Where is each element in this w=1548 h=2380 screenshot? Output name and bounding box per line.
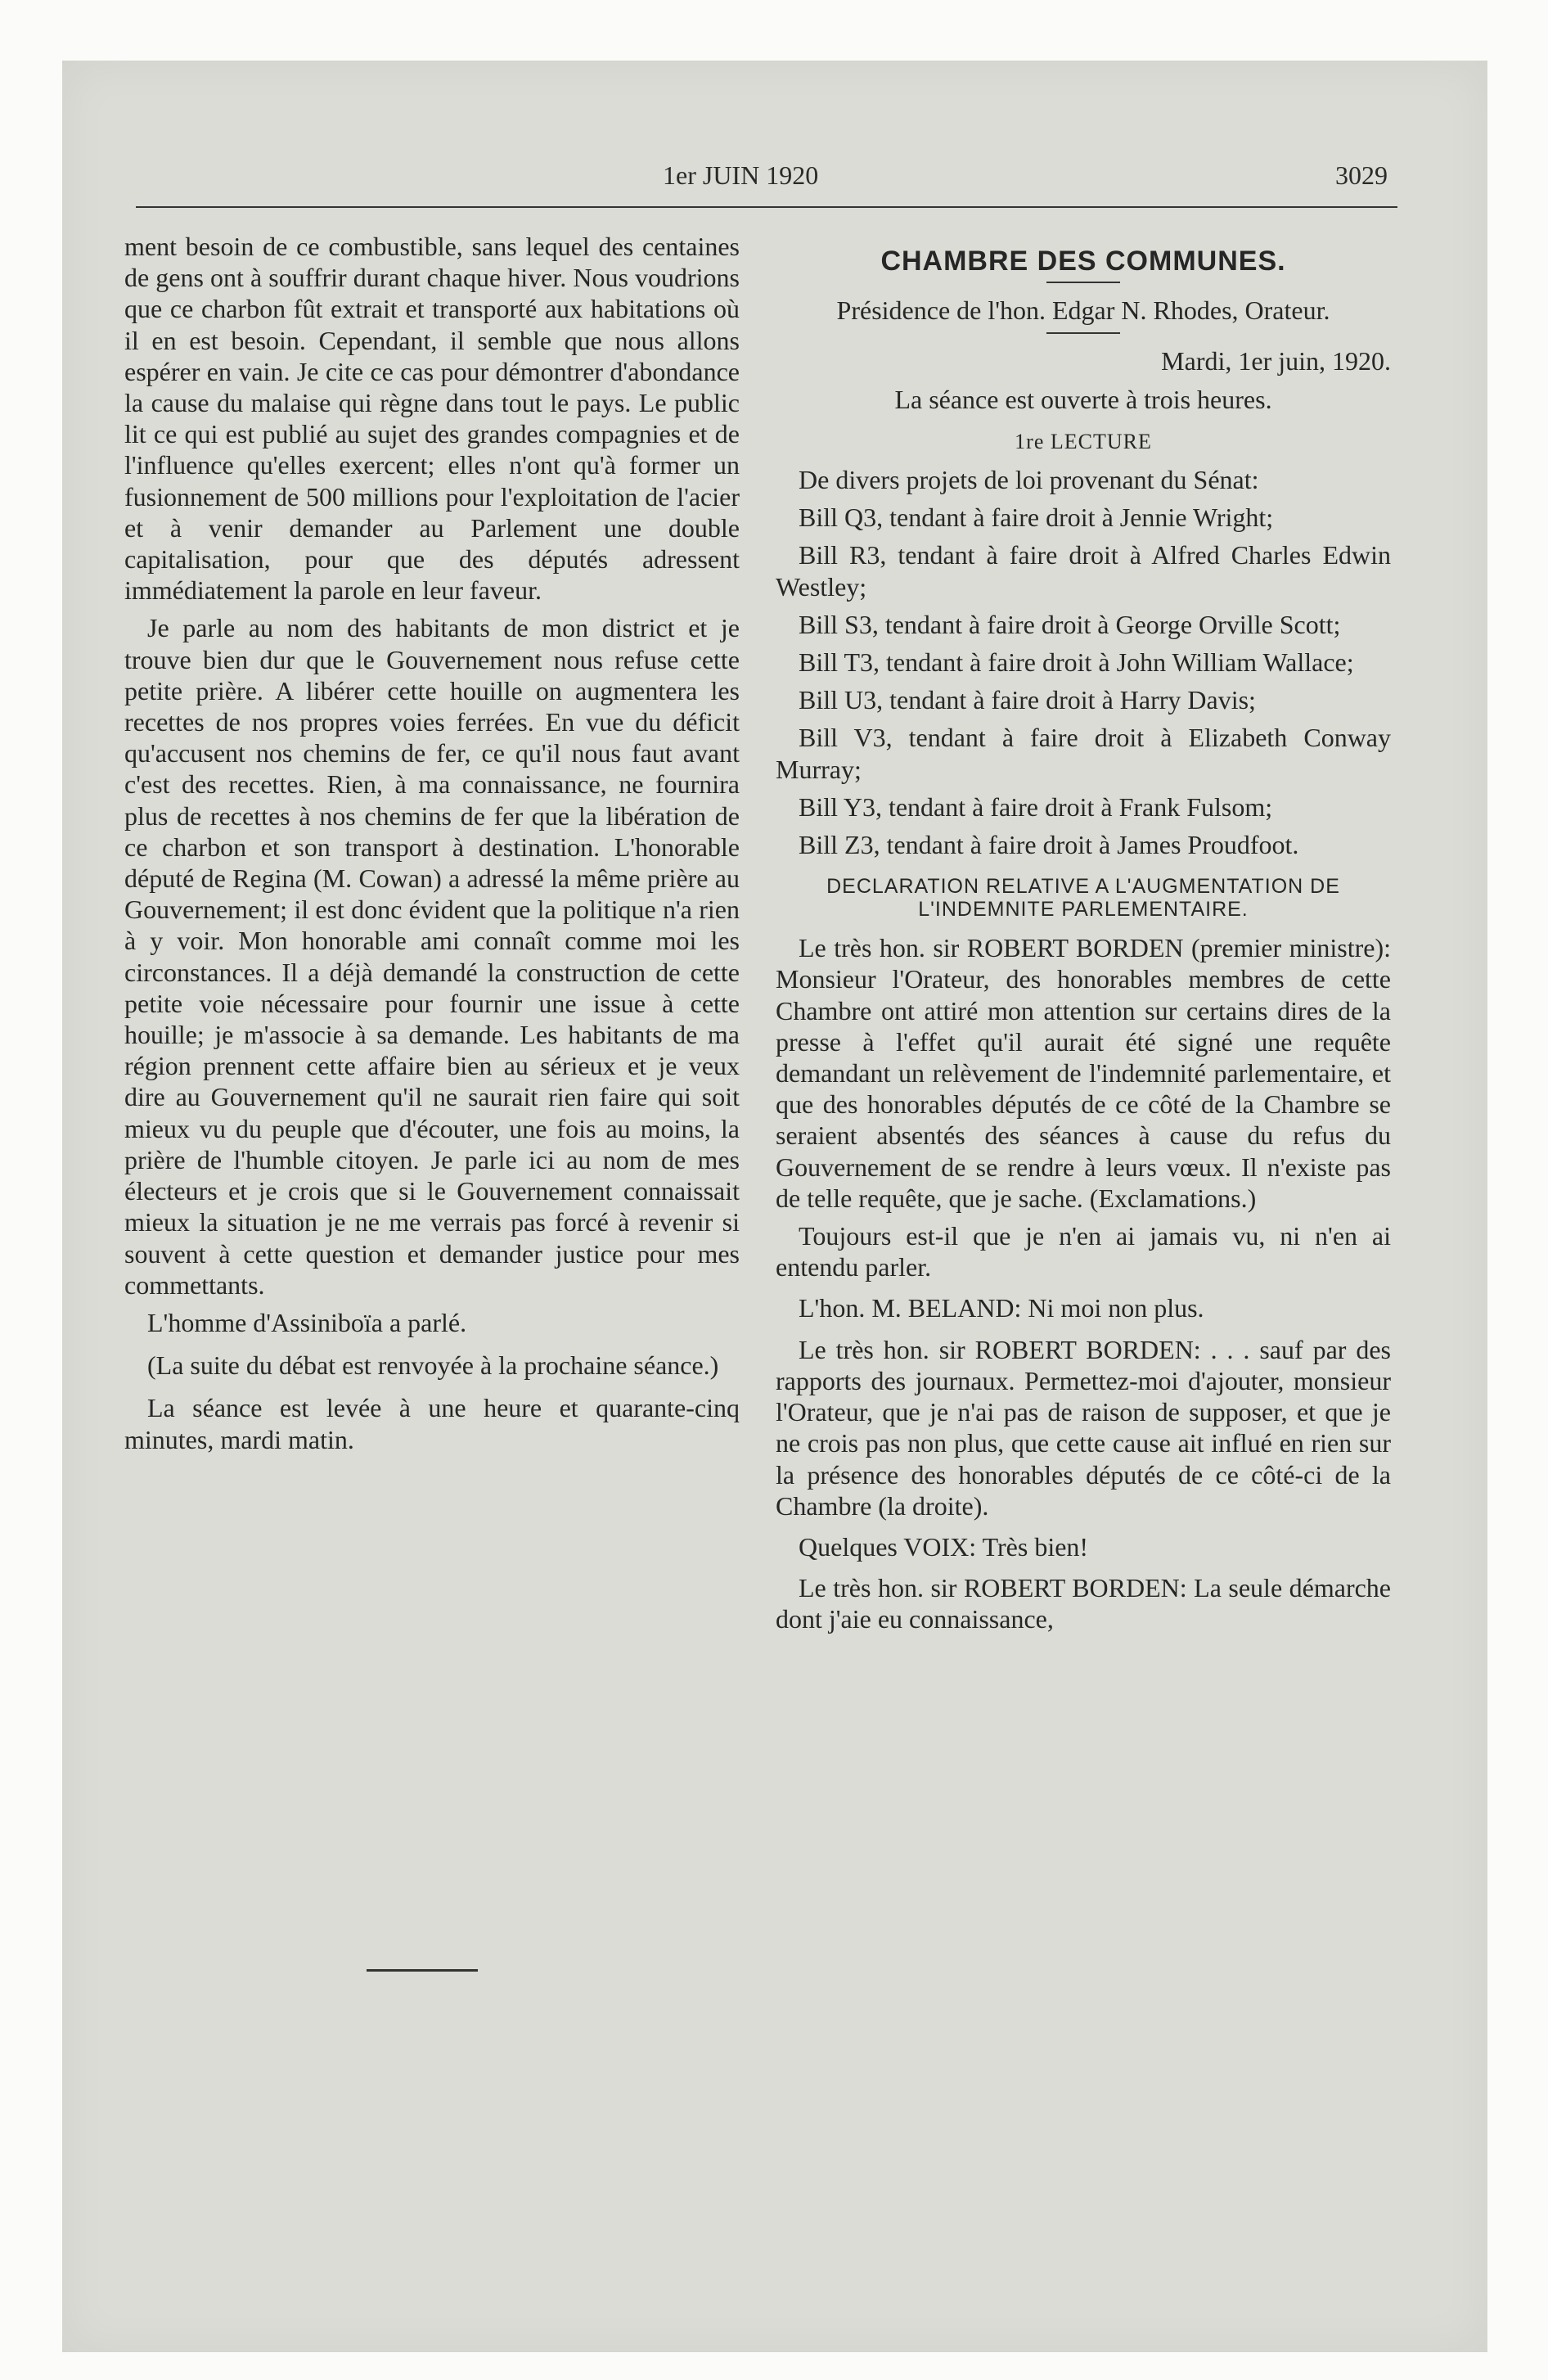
debate-paragraph: L'hon. M. BELAND: Ni moi non plus. [799, 1293, 1204, 1323]
closing-note: La séance est levée à une heure et quarante-cinq minutes, mardi matin. [124, 1393, 740, 1454]
debate-paragraph: Le très hon. sir ROBERT BORDEN: La seule démarche dont j'aie eu connaissance, [776, 1573, 1391, 1634]
left-paragraph: L'homme d'Assiniboïa a parlé. [147, 1307, 467, 1337]
left-column [124, 231, 740, 1462]
debate-paragraph: Quelques VOIX: Très bien! [799, 1531, 1089, 1562]
opening-line: La séance est ouverte à trois heures. [894, 384, 1272, 414]
bill-entry: Bill R3, tendant à faire droit à Alfred Charles Edwin Westley; [776, 540, 1391, 602]
page-header-date: 1er JUIN 1920 [663, 160, 819, 190]
presidency-rule [1046, 332, 1120, 334]
house-title: CHAMBRE DES COMMUNES. [880, 246, 1286, 277]
declaration-heading: DECLARATION RELATIVE A L'AUGMENTATION DE L'INDEMNITE PARLEMENTAIRE. [826, 875, 1340, 922]
senate-intro: De divers projets de loi provenant du Sénat: [799, 465, 1259, 495]
bill-entry: Bill Z3, tendant à faire droit à James Proudfoot. [799, 830, 1299, 860]
debate-paragraph: Le très hon. sir ROBERT BORDEN (premier ministre): Monsieur l'Orateur, des honorables membres de cette Chambre ont attiré mon attention sur certains dires de la presse à l'effet qu'il aurait été signé une requête demandant un relèvement de l'indemnité parlementaire, et que des honorables députés de ce côté de la Chambre se seraient absentés des séances à cause du refus du Gouvernement de se rendre à leurs vœux. Il n'existe pas de telle requête, que je sache. (Exclamations.) [776, 933, 1391, 1213]
end-rule [367, 1969, 478, 1972]
adjournment-note: (La suite du débat est renvoyée à la prochaine séance.) [147, 1350, 719, 1381]
bill-entry: Bill Q3, tendant à faire droit à Jennie Wright; [799, 503, 1274, 533]
right-column [776, 231, 1391, 1642]
left-paragraph: ment besoin de ce combustible, sans lequel des centaines de gens ont à souffrir durant chaque hiver. Nous voudrions que ce charbon fût extrait et transporté aux habitations où il en est besoin. Cependant, il semble que nous allons espérer en vain. Je cite ce cas pour démontrer d'abondance la cause du malaise qui règne dans tout le pays. Le public lit ce qui est publié au sujet des grandes compagnies et de l'influence qu'elles exercent; elles n'ont qu'à former un fusionnement de 500 millions pour l'exploitation de l'acier et à venir demander au Parlement une double capitalisation, pour que des députés adressent immédiatement la parole en leur faveur. [124, 232, 740, 606]
reading-heading: 1re LECTURE [1015, 429, 1152, 453]
left-paragraph: Je parle au nom des habitants de mon district et je trouve bien dur que le Gouvernement nous refuse cette petite prière. A libérer cette houille on augmentera les recettes de nos propres voies ferrées. En vue du déficit qu'accusent nos chemins de fer, ce qu'il nous faut avant c'est des recettes. Rien, à ma connaissance, ne fournira plus de recettes à nos chemins de fer que la libération de ce charbon et son transport à destination. L'honorable député de Regina (M. Cowan) a adressé la même prière au Gouvernement; il est donc évident que la politique n'a rien à y voir. Mon honorable ami connaît comme moi les circonstances. Il a déjà demandé la construction de cette petite voie nécessaire pour fournir une issue à cette houille; je m'associe à sa demande. Les habitants de ma région prennent cette affaire bien au sérieux et je veux dire au Gouvernement qu'il ne saurait rien faire qui soit mieux vu du peuple que d'écouter, une fois au moins, la prière de l'humble citoyen. Je parle ici au nom de mes électeurs et je crois que si le Gouvernement connaissait mieux la situation je ne me verrais pas forcé à revenir si souvent à cette question et demander justice pour mes commettants. [124, 613, 740, 1300]
bill-entry: Bill V3, tendant à faire droit à Elizabeth Conway Murray; [776, 723, 1391, 784]
bill-entry: Bill T3, tendant à faire droit à John William Wallace; [799, 647, 1354, 678]
bill-entry: Bill S3, tendant à faire droit à George Orville Scott; [799, 609, 1341, 639]
header-rule [136, 206, 1397, 208]
session-date: Mardi, 1er juin, 1920. [1161, 346, 1391, 376]
debate-paragraph: Le très hon. sir ROBERT BORDEN: . . . sauf par des rapports des journaux. Permettez-moi d'ajouter, monsieur l'Orateur, que je n'ai pas de raison de supposer, et que je ne crois pas non plus, que cette cause ait influé en rien sur la présence des honorables députés de ce côté-ci de la Chambre (la droite). [776, 1334, 1391, 1521]
page-number: 3029 [1335, 160, 1388, 190]
presidency-line: Présidence de l'hon. Edgar N. Rhodes, Orateur. [836, 295, 1330, 326]
title-rule [1046, 282, 1120, 283]
bill-entry: Bill Y3, tendant à faire droit à Frank Fulsom; [799, 791, 1273, 822]
debate-paragraph: Toujours est-il que je n'en ai jamais vu, ni n'en ai entendu parler. [776, 1221, 1391, 1282]
bill-entry: Bill U3, tendant à faire droit à Harry Davis; [799, 685, 1256, 715]
